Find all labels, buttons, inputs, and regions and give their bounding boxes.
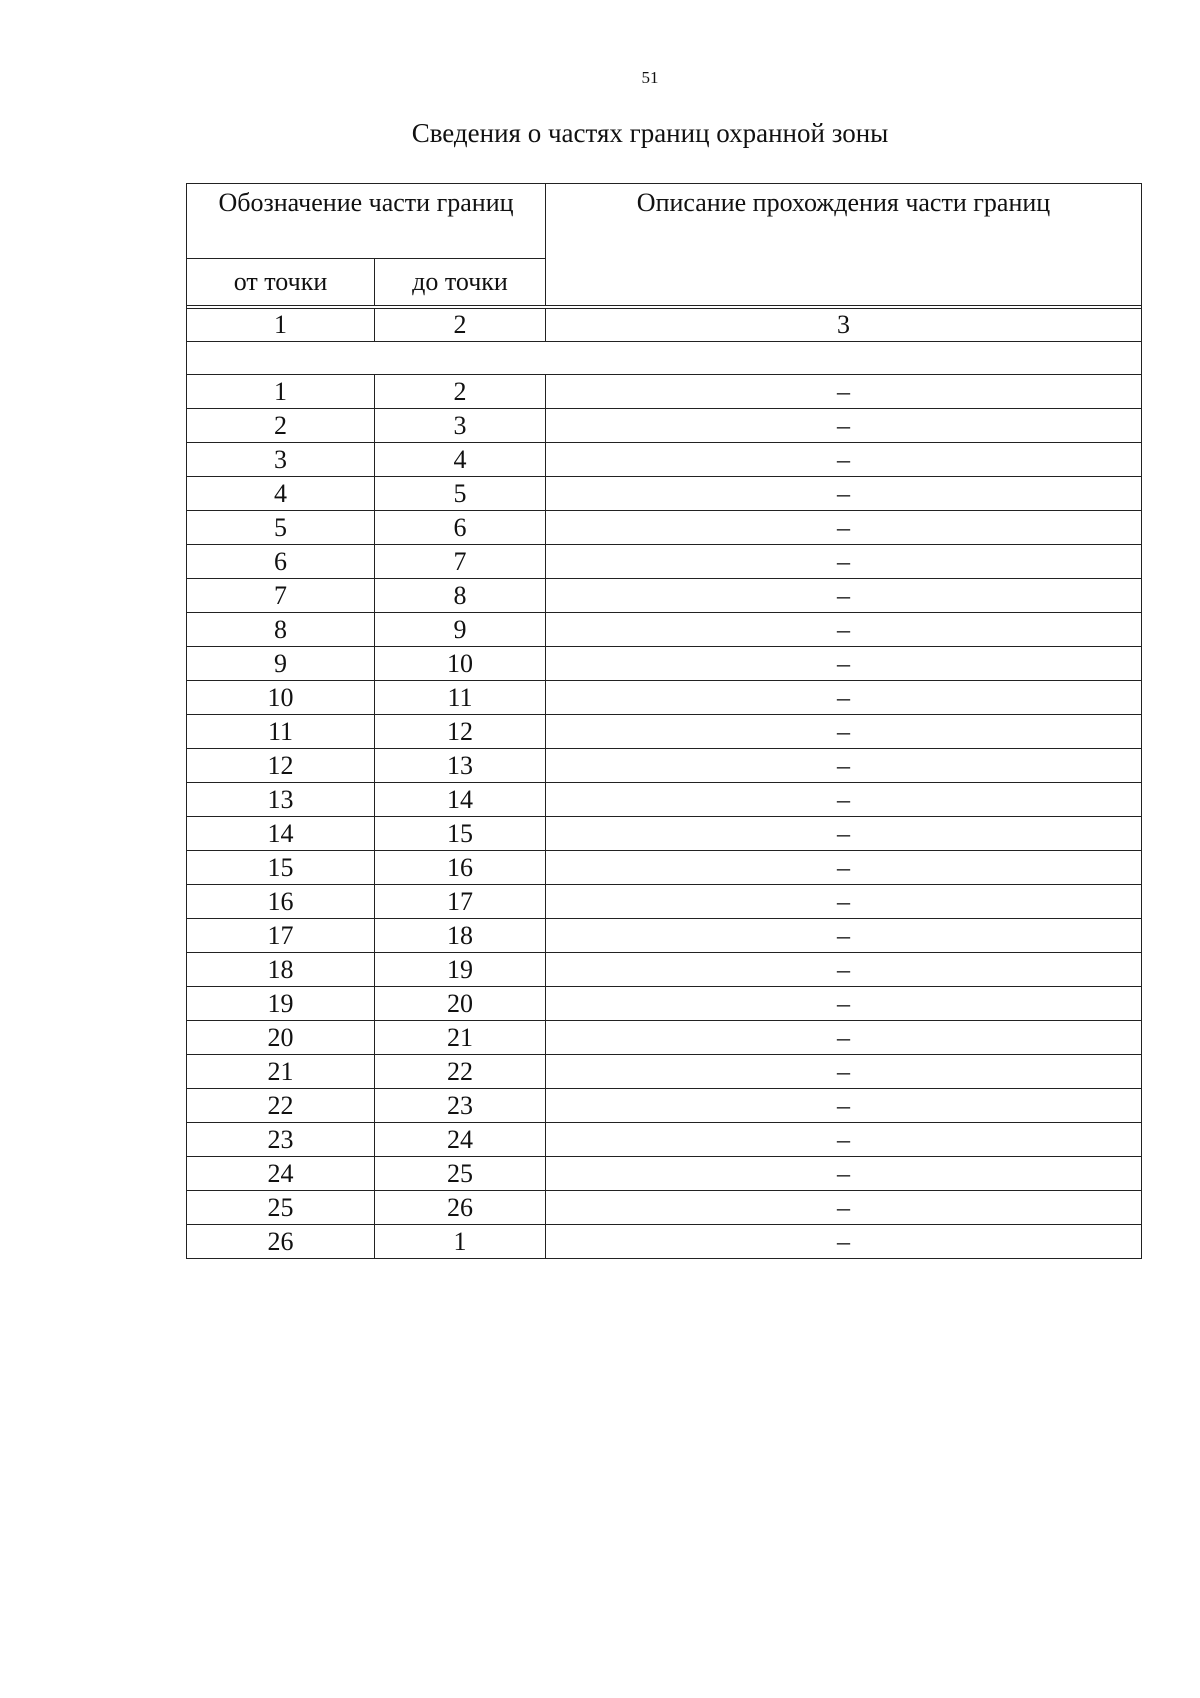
to-point-cell: 9: [375, 613, 546, 647]
table-row: [187, 715, 1142, 749]
table-row: [187, 987, 1142, 1021]
table-row: [187, 375, 1142, 409]
column-number: 1: [187, 309, 375, 342]
table-row: [187, 817, 1142, 851]
to-point-cell: 17: [375, 885, 546, 919]
description-cell: –: [546, 987, 1142, 1021]
from-point-cell: 19: [187, 987, 375, 1021]
from-point-cell: 2: [187, 409, 375, 443]
table-row: [187, 953, 1142, 987]
description-cell: –: [546, 1055, 1142, 1089]
from-point-cell: 11: [187, 715, 375, 749]
table-header-row: [187, 184, 1142, 259]
to-point-cell: 14: [375, 783, 546, 817]
to-point-cell: 22: [375, 1055, 546, 1089]
column-number: 3: [546, 309, 1142, 342]
to-point-cell: 21: [375, 1021, 546, 1055]
table-row: [187, 1089, 1142, 1123]
page-title: Сведения о частях границ охранной зоны: [411, 118, 889, 148]
page-number: 51: [641, 68, 659, 87]
table-row: [187, 545, 1142, 579]
table-row: [187, 1123, 1142, 1157]
from-point-cell: 9: [187, 647, 375, 681]
from-point-cell: 16: [187, 885, 375, 919]
table-row: [187, 647, 1142, 681]
from-point-cell: 4: [187, 477, 375, 511]
table-row: [187, 1191, 1142, 1225]
from-point-cell: 7: [187, 579, 375, 613]
table-row: [187, 885, 1142, 919]
table-row: [187, 1157, 1142, 1191]
from-point-cell: 6: [187, 545, 375, 579]
from-point-cell: 23: [187, 1123, 375, 1157]
table-row: [187, 1021, 1142, 1055]
to-point-cell: 16: [375, 851, 546, 885]
table-row: [187, 511, 1142, 545]
from-point-cell: 3: [187, 443, 375, 477]
from-point-cell: 13: [187, 783, 375, 817]
to-point-cell: 19: [375, 953, 546, 987]
to-point-cell: 12: [375, 715, 546, 749]
description-cell: –: [546, 885, 1142, 919]
table-row: [187, 1055, 1142, 1089]
to-point-cell: 26: [375, 1191, 546, 1225]
from-point-cell: 8: [187, 613, 375, 647]
description-cell: –: [546, 1089, 1142, 1123]
from-point-cell: 15: [187, 851, 375, 885]
to-point-cell: 6: [375, 511, 546, 545]
to-point-cell: 20: [375, 987, 546, 1021]
table-row: [187, 613, 1142, 647]
column-number-row: [187, 309, 1142, 342]
table-row: [187, 749, 1142, 783]
description-cell: –: [546, 715, 1142, 749]
description-cell: –: [546, 1157, 1142, 1191]
from-point-cell: 21: [187, 1055, 375, 1089]
table-row: [187, 409, 1142, 443]
description-cell: –: [546, 817, 1142, 851]
from-point-cell: 25: [187, 1191, 375, 1225]
table-row: [187, 851, 1142, 885]
from-point-cell: 26: [187, 1225, 375, 1259]
to-point-cell: 3: [375, 409, 546, 443]
from-point-cell: 5: [187, 511, 375, 545]
description-cell: –: [546, 919, 1142, 953]
to-point-cell: 18: [375, 919, 546, 953]
table-row: [187, 579, 1142, 613]
to-point-cell: 13: [375, 749, 546, 783]
column-number: 2: [375, 309, 546, 342]
to-point-cell: 10: [375, 647, 546, 681]
table-row: [187, 681, 1142, 715]
to-point-cell: 8: [375, 579, 546, 613]
description-cell: –: [546, 647, 1142, 681]
from-point-cell: 12: [187, 749, 375, 783]
description-cell: –: [546, 953, 1142, 987]
table-row: [187, 443, 1142, 477]
description-cell: –: [546, 409, 1142, 443]
description-cell: –: [546, 1225, 1142, 1259]
to-point-cell: 11: [375, 681, 546, 715]
description-cell: –: [546, 1123, 1142, 1157]
to-point-cell: 4: [375, 443, 546, 477]
from-point-cell: 14: [187, 817, 375, 851]
description-cell: –: [546, 851, 1142, 885]
from-point-cell: 18: [187, 953, 375, 987]
to-point-cell: 5: [375, 477, 546, 511]
from-point-cell: 24: [187, 1157, 375, 1191]
description-cell: –: [546, 477, 1142, 511]
blank-row: [187, 342, 1142, 375]
table-row: [187, 919, 1142, 953]
table-row: [187, 783, 1142, 817]
from-point-cell: 22: [187, 1089, 375, 1123]
boundary-parts-table: [186, 183, 1142, 1259]
table-row: [187, 1225, 1142, 1259]
from-point-cell: 1: [187, 375, 375, 409]
header-to-point: до точки: [375, 259, 546, 306]
description-cell: –: [546, 375, 1142, 409]
header-from-point: от точки: [187, 259, 375, 306]
description-cell: –: [546, 545, 1142, 579]
from-point-cell: 10: [187, 681, 375, 715]
to-point-cell: 7: [375, 545, 546, 579]
description-cell: –: [546, 783, 1142, 817]
to-point-cell: 24: [375, 1123, 546, 1157]
header-boundary-designation: Обозначение части границ: [187, 184, 546, 259]
description-cell: –: [546, 1021, 1142, 1055]
from-point-cell: 17: [187, 919, 375, 953]
description-cell: –: [546, 443, 1142, 477]
description-cell: –: [546, 511, 1142, 545]
from-point-cell: 20: [187, 1021, 375, 1055]
to-point-cell: 2: [375, 375, 546, 409]
to-point-cell: 25: [375, 1157, 546, 1191]
description-cell: –: [546, 1191, 1142, 1225]
to-point-cell: 1: [375, 1225, 546, 1259]
description-cell: –: [546, 749, 1142, 783]
description-cell: –: [546, 681, 1142, 715]
to-point-cell: 15: [375, 817, 546, 851]
description-cell: –: [546, 613, 1142, 647]
description-cell: –: [546, 579, 1142, 613]
to-point-cell: 23: [375, 1089, 546, 1123]
header-description: Описание прохождения части границ: [546, 184, 1142, 306]
table-row: [187, 477, 1142, 511]
